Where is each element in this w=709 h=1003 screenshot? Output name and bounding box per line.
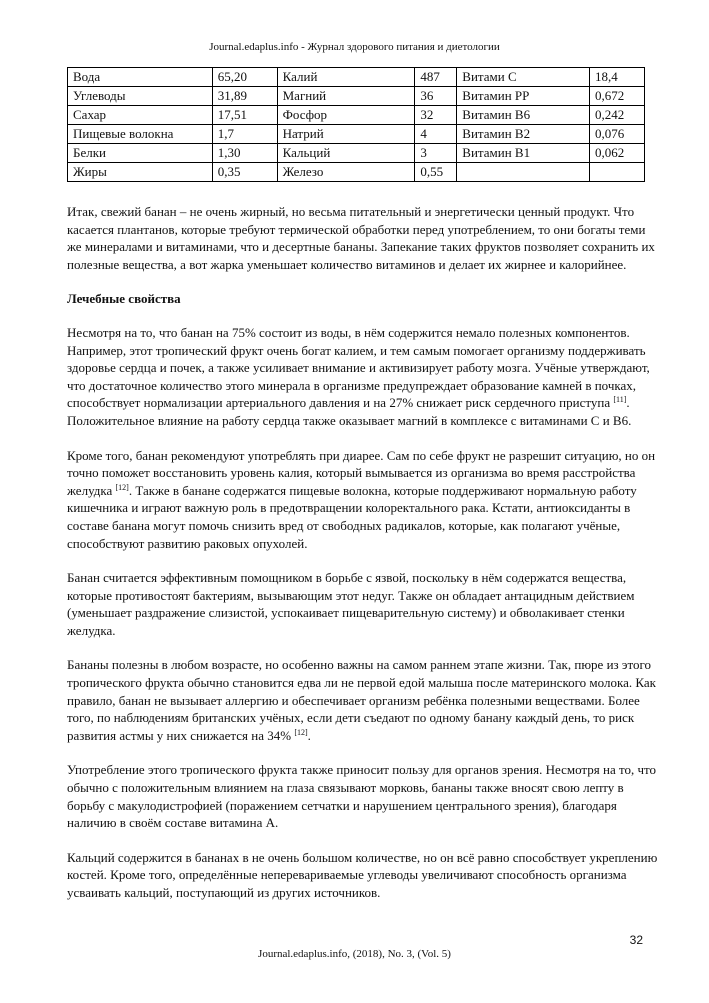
table-cell: Сахар (68, 106, 213, 125)
table-cell: Витами С (457, 68, 590, 87)
paragraph-text: . Положительное влияние на работу сердца также оказывает магний в комплексе с витаминами С и В6. (67, 395, 632, 428)
citation-ref[interactable]: [12] (294, 727, 308, 737)
table-cell: Витамин В1 (457, 144, 590, 163)
paragraph-diarrhea (67, 447, 659, 553)
page-footer: Journal.edaplus.info, (2018), No. 3, (Vol. 5) (258, 948, 451, 960)
table-row (68, 106, 645, 125)
table-cell: 0,076 (590, 125, 645, 144)
table-cell: Вода (68, 68, 213, 87)
table-cell: Железо (277, 163, 415, 182)
table-cell: Фосфор (277, 106, 415, 125)
table-cell: Витамин PP (457, 87, 590, 106)
paragraph-ulcer: Банан считается эффективным помощником в борьбе с язвой, поскольку в нём содержатся вещества, которые противостоят бактериям, вызывающим этот недуг. Также он обладает антацидным действием (уменьшает раздражение слизистой, успокаивает пищеварительную систему) и обволакивает стенки желудка. (67, 570, 635, 638)
table-cell: 17,51 (212, 106, 277, 125)
table-cell: 0,242 (590, 106, 645, 125)
table-cell: 0,55 (415, 163, 457, 182)
paragraph-text: . Также в банане содержатся пищевые волокна, которые поддерживают нормальную работу кишечника и играют важную роль в предотвращении колоректального рака. Кстати, антиоксиданты в составе банана могут помочь снизить вред от свободных радикалов, которые, как полагают учёные, способствуют развитию раковых опухолей. (67, 482, 637, 551)
table-row (68, 125, 645, 144)
table-cell: 65,20 (212, 68, 277, 87)
paragraph-calcium: Кальций содержится в бананах в не очень большом количестве, но он всё равно способствует укреплению костей. Кроме того, определённые неперевариваемые углеводы увеличивают способность организма усваивать кальций, поступающий из других источников. (67, 849, 658, 900)
table-cell: 0,672 (590, 87, 645, 106)
table-cell: Белки (68, 144, 213, 163)
table-cell: 1,7 (212, 125, 277, 144)
table-cell: 3 (415, 144, 457, 163)
table-cell (590, 163, 645, 182)
citation-ref[interactable]: [11] (613, 395, 627, 405)
table-cell: Пищевые волокна (68, 125, 213, 144)
paragraph-summary: Итак, свежий банан – не очень жирный, но весьма питательный и энергетически ценный продукт. Что касается плантанов, которые требуют термической обработки перед употреблением, то они богаты теми же минералами и витаминами, что и десертные бананы. Запекание таких фруктов позволяет сохранить их полезные вещества, а вот жарка уменьшает количество витаминов и делает их жирнее и калорийнее. (67, 204, 655, 272)
table-row (68, 163, 645, 182)
paragraph-children (67, 656, 659, 744)
table-cell: 0,062 (590, 144, 645, 163)
table-cell: Калий (277, 68, 415, 87)
table-cell: 18,4 (590, 68, 645, 87)
table-cell: 0,35 (212, 163, 277, 182)
table-cell: Витамин В6 (457, 106, 590, 125)
table-cell (457, 163, 590, 182)
paragraph-text: Бананы полезны в любом возрасте, но особенно важны на самом раннем этапе жизни. Так, пюре из этого тропического фрукта обычно становится едва ли не первой едой малыша после материнского молока. Как правило, банан не вызывает аллергию и обеспечивает организм ребёнка полезными веществами. Более того, по наблюдениям британских учёных, если дети съедают по одному банану каждый день, то риск развития астмы у них снижается на 34% (67, 657, 656, 743)
nutrition-table-body (68, 68, 645, 182)
table-row (68, 68, 645, 87)
table-cell: Витамин В2 (457, 125, 590, 144)
table-cell: Кальций (277, 144, 415, 163)
paragraph-potassium (67, 324, 659, 430)
table-cell: 4 (415, 125, 457, 144)
table-cell: Углеводы (68, 87, 213, 106)
table-row (68, 87, 645, 106)
paragraph-vision: Употребление этого тропического фрукта также приносит пользу для органов зрения. Несмотря на то, что обычно с положительным влиянием на глаза связывают морковь, бананы также вносят свою лепту в борьбу с макулодистрофией (поражением сетчатки и нарушением центрального зрения), благодаря наличию в своём составе витамина А. (67, 762, 657, 831)
article-body (67, 203, 659, 919)
table-cell: 1,30 (212, 144, 277, 163)
section-heading: Лечебные свойства (67, 291, 181, 307)
table-cell: 36 (415, 87, 457, 106)
page-header: Journal.edaplus.info - Журнал здорового питания и диетологии (209, 41, 500, 53)
table-cell: 32 (415, 106, 457, 125)
table-cell: 31,89 (212, 87, 277, 106)
table-cell: Магний (277, 87, 415, 106)
citation-ref[interactable]: [12] (115, 482, 129, 492)
paragraph-text: . (307, 727, 311, 743)
table-cell: 487 (415, 68, 457, 87)
page-number: 32 (629, 933, 643, 947)
table-cell: Жиры (68, 163, 213, 182)
paragraph-text: Несмотря на то, что банан на 75% состоит из воды, в нём содержится немало полезных компонентов. Например, этот тропический фрукт очень богат калием, и тем самым помогает организму поддерживать здоровье сердца и почек, а также усиливает внимание и активизирует работу мозга. Учёные утверждают, что достаточное количество этого минерала в организме предупреждает образование камней в почках, способствует нормализации артериального давления и на 27% снижает риск сердечного приступа (67, 324, 650, 411)
nutrition-table (67, 67, 645, 182)
table-row (68, 144, 645, 163)
paragraph-text: Кроме того, банан рекомендуют употреблять при диарее. Сам по себе фрукт не разрешит ситуацию, но он точно поможет восстановить уровень калия, который вымывается из организма во время расстройства желудка (67, 447, 656, 498)
table-cell: Натрий (277, 125, 415, 144)
